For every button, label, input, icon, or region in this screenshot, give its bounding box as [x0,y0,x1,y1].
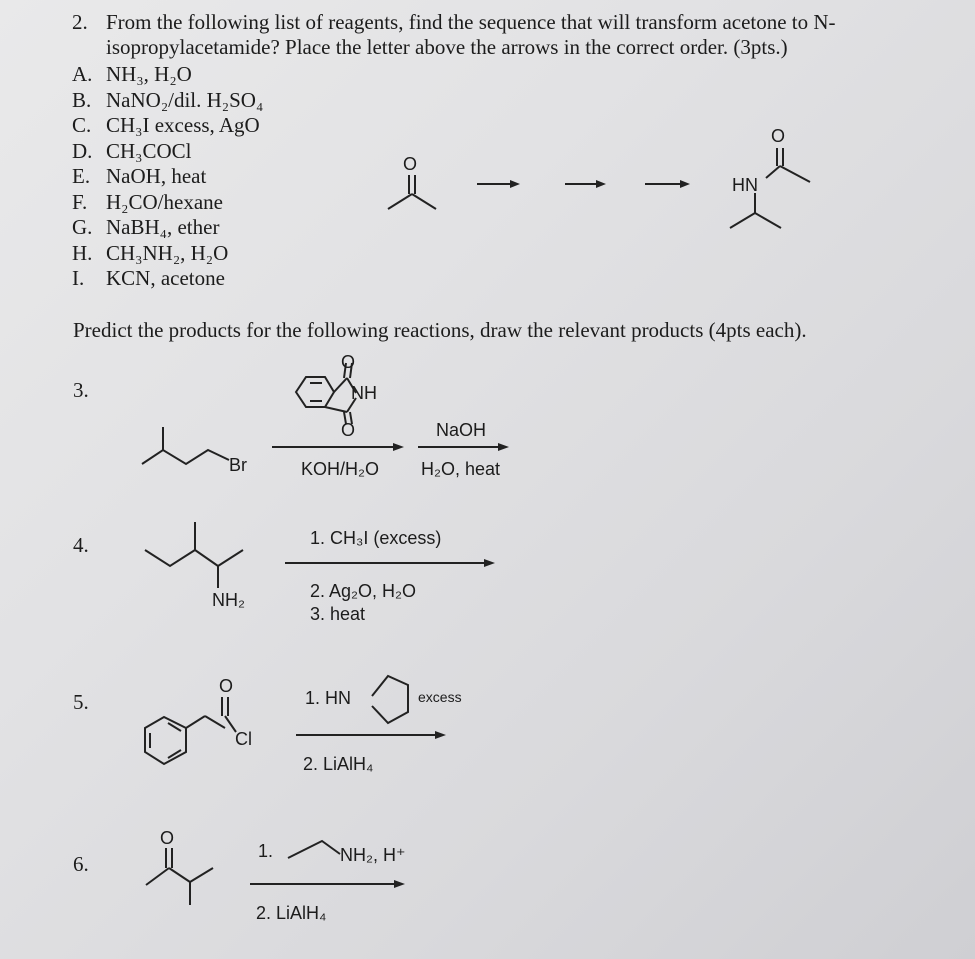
chlorine-label: Cl [235,729,252,749]
question-number: 2. [72,10,88,34]
q5-excess-label: excess [418,689,462,705]
reagent-letter: B. [72,87,92,112]
q3-reagent-1: KOH/H₂O [301,459,379,479]
reagent-letter: G. [72,215,93,239]
q4-step-1: 1. CH₃I (excess) [310,528,442,548]
question-4-number: 4. [73,533,89,557]
amine-nh2-label: NH₂ [212,590,245,610]
question-line-2: isopropylacetamide? Place the letter above the arrows in the correct order. (3pts.) [106,35,788,59]
q5-step-2: 2. LiAlH₄ [303,754,374,774]
reagent-letter: E. [72,164,91,188]
phenylacetyl-chloride-structure [145,697,236,764]
reagent-letter: H. [72,240,93,265]
methyl-ketone-structure [146,848,213,905]
q5-step-1: 1. HN [305,688,352,708]
q6-arrow [250,880,405,888]
reagent-text: KCN, acetone [106,266,225,290]
reagent-text: NaOH, heat [106,164,207,188]
phthalimide-oxygen-top-label: O [341,352,356,372]
reagent-text: NaBH₄, ether [106,215,220,239]
instructions-text: Predict the products for the following reactions, draw the relevant products (4pts each). [73,318,807,342]
q4-step-2: 2. Ag₂O, H₂O [310,581,417,601]
question-line-1: From the following list of reagents, find the sequence that will transform acetone to N- [106,10,836,34]
q4-arrow [285,559,495,567]
reagent-text: H₂CO/hexane [106,189,223,214]
q6-amine-label: NH₂, H⁺ [340,845,406,865]
question-6-number: 6. [73,852,89,876]
q3-arrows [272,443,509,451]
phthalimide-oxygen-bottom-label: O [341,420,356,440]
reagent-text: CH₃I excess, AgO [106,113,260,137]
question-5-number: 5. [73,690,89,714]
reagent-letter: C. [72,113,92,137]
acetone-structure [388,175,436,209]
amine-structure [145,522,243,588]
propylamine-chain [288,841,340,858]
reagent-letter: A. [72,62,93,86]
q3-reagent-2-below: H₂O, heat [421,459,501,479]
product-hn-label: HN [732,175,758,195]
q4-step-3: 3. heat [310,604,366,624]
q3-reagent-2-above: NaOH [436,420,487,440]
product-oxygen-label: O [771,126,786,146]
q6-step-1: 1. [258,841,274,861]
reagent-text: NaNO₂/dil. H₂SO₄ [106,87,264,112]
pyrrolidine-structure [372,676,408,723]
acetone-oxygen-label: O [403,154,418,174]
reagent-text: CH₃COCl [106,138,192,163]
reagent-letter: F. [72,189,88,214]
phthalimide-nh-label: NH [351,383,377,403]
q5-arrow [296,731,446,739]
bromobutane-structure [142,427,229,464]
ketone-oxygen-label: O [160,828,175,848]
question-3-number: 3. [73,378,89,402]
reagent-text: CH₃NH₂, H₂O [106,240,229,265]
reagent-letter: I. [72,266,85,290]
acyl-oxygen-label: O [219,676,234,696]
reagent-text: NH₃, H₂O [106,62,192,86]
bromine-label: Br [229,455,247,475]
q6-step-2: 2. LiAlH₄ [256,903,327,923]
reagent-letter: D. [72,138,93,163]
sequence-arrows [477,180,690,188]
